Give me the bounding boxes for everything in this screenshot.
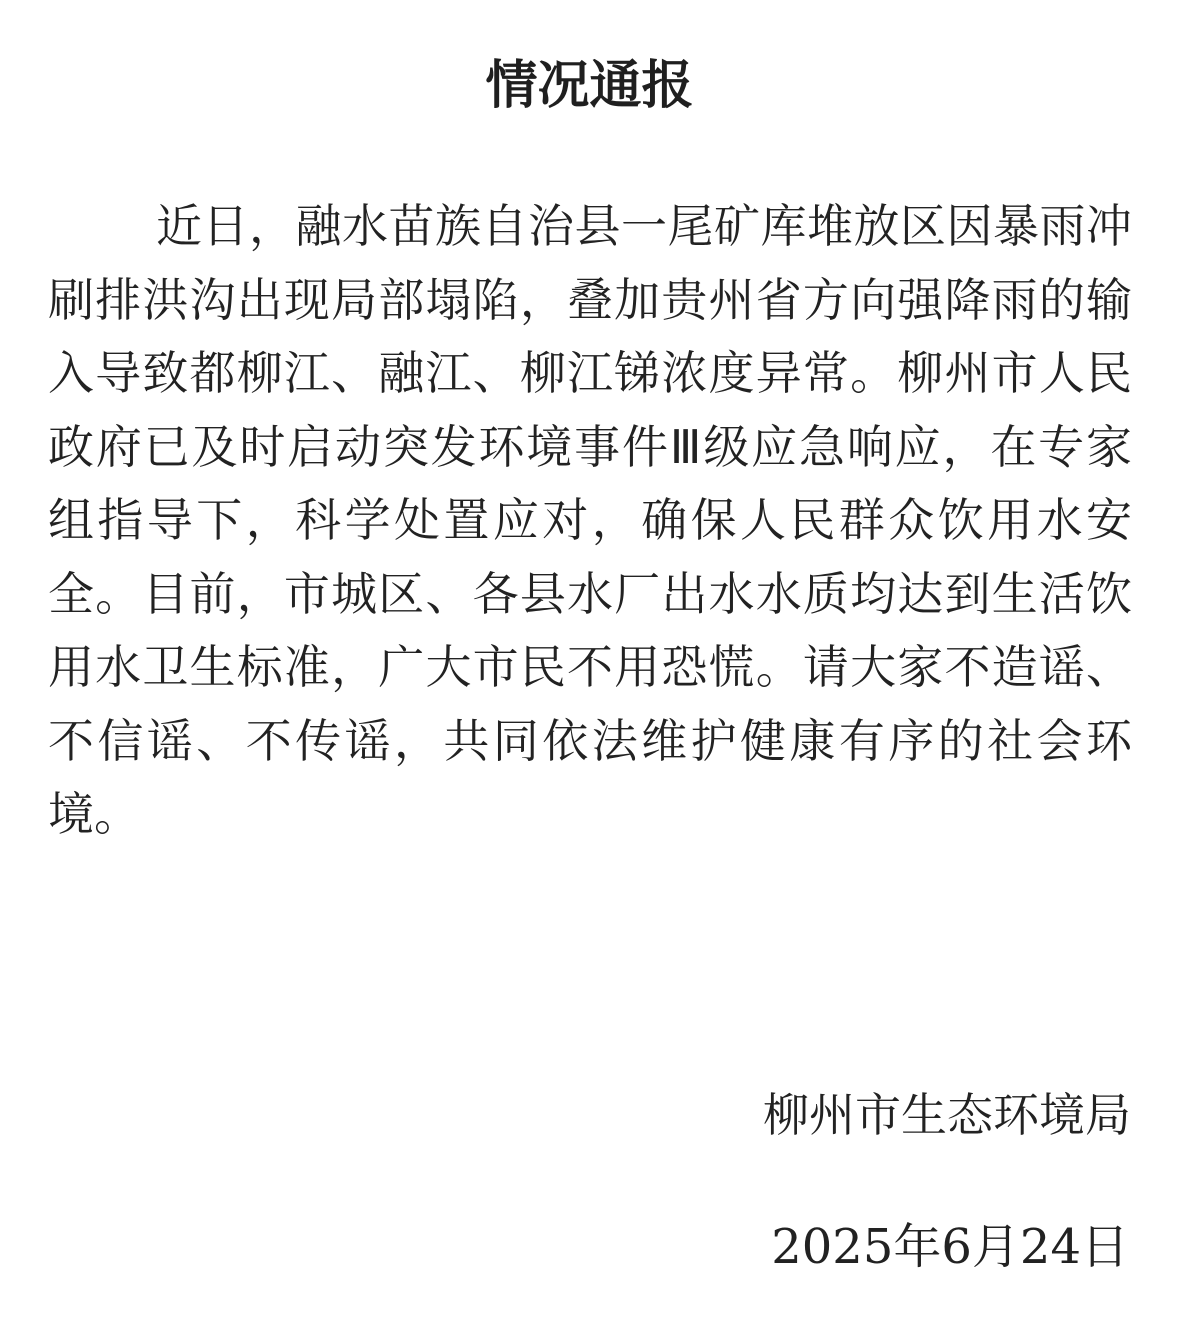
notice-date: 2025年6月24日 — [771, 1219, 1129, 1275]
notice-issuer: 柳州市生态环境局 — [763, 1088, 1131, 1142]
notice-title: 情况通报 — [485, 56, 694, 116]
notice-body: 近日，融水苗族自治县一尾矿库堆放区因暴雨冲刷排洪沟出现局部塌陷，叠加贵州省方向强降雨的输入导致都柳江、融江、柳江锑浓度异常。柳州市人民政府已及时启动突发环境事件Ⅲ级应急响应，在专家组指导下，科学处置应对，确保人民群众饮用水安全。目前，市城区、各县水厂出水水质均达到生活饮用水卫生标准，广大市民不用恐慌。请大家不造谣、不信谣、不传谣，共同依法维护健康有序的社会环境。 — [48, 199, 1132, 841]
